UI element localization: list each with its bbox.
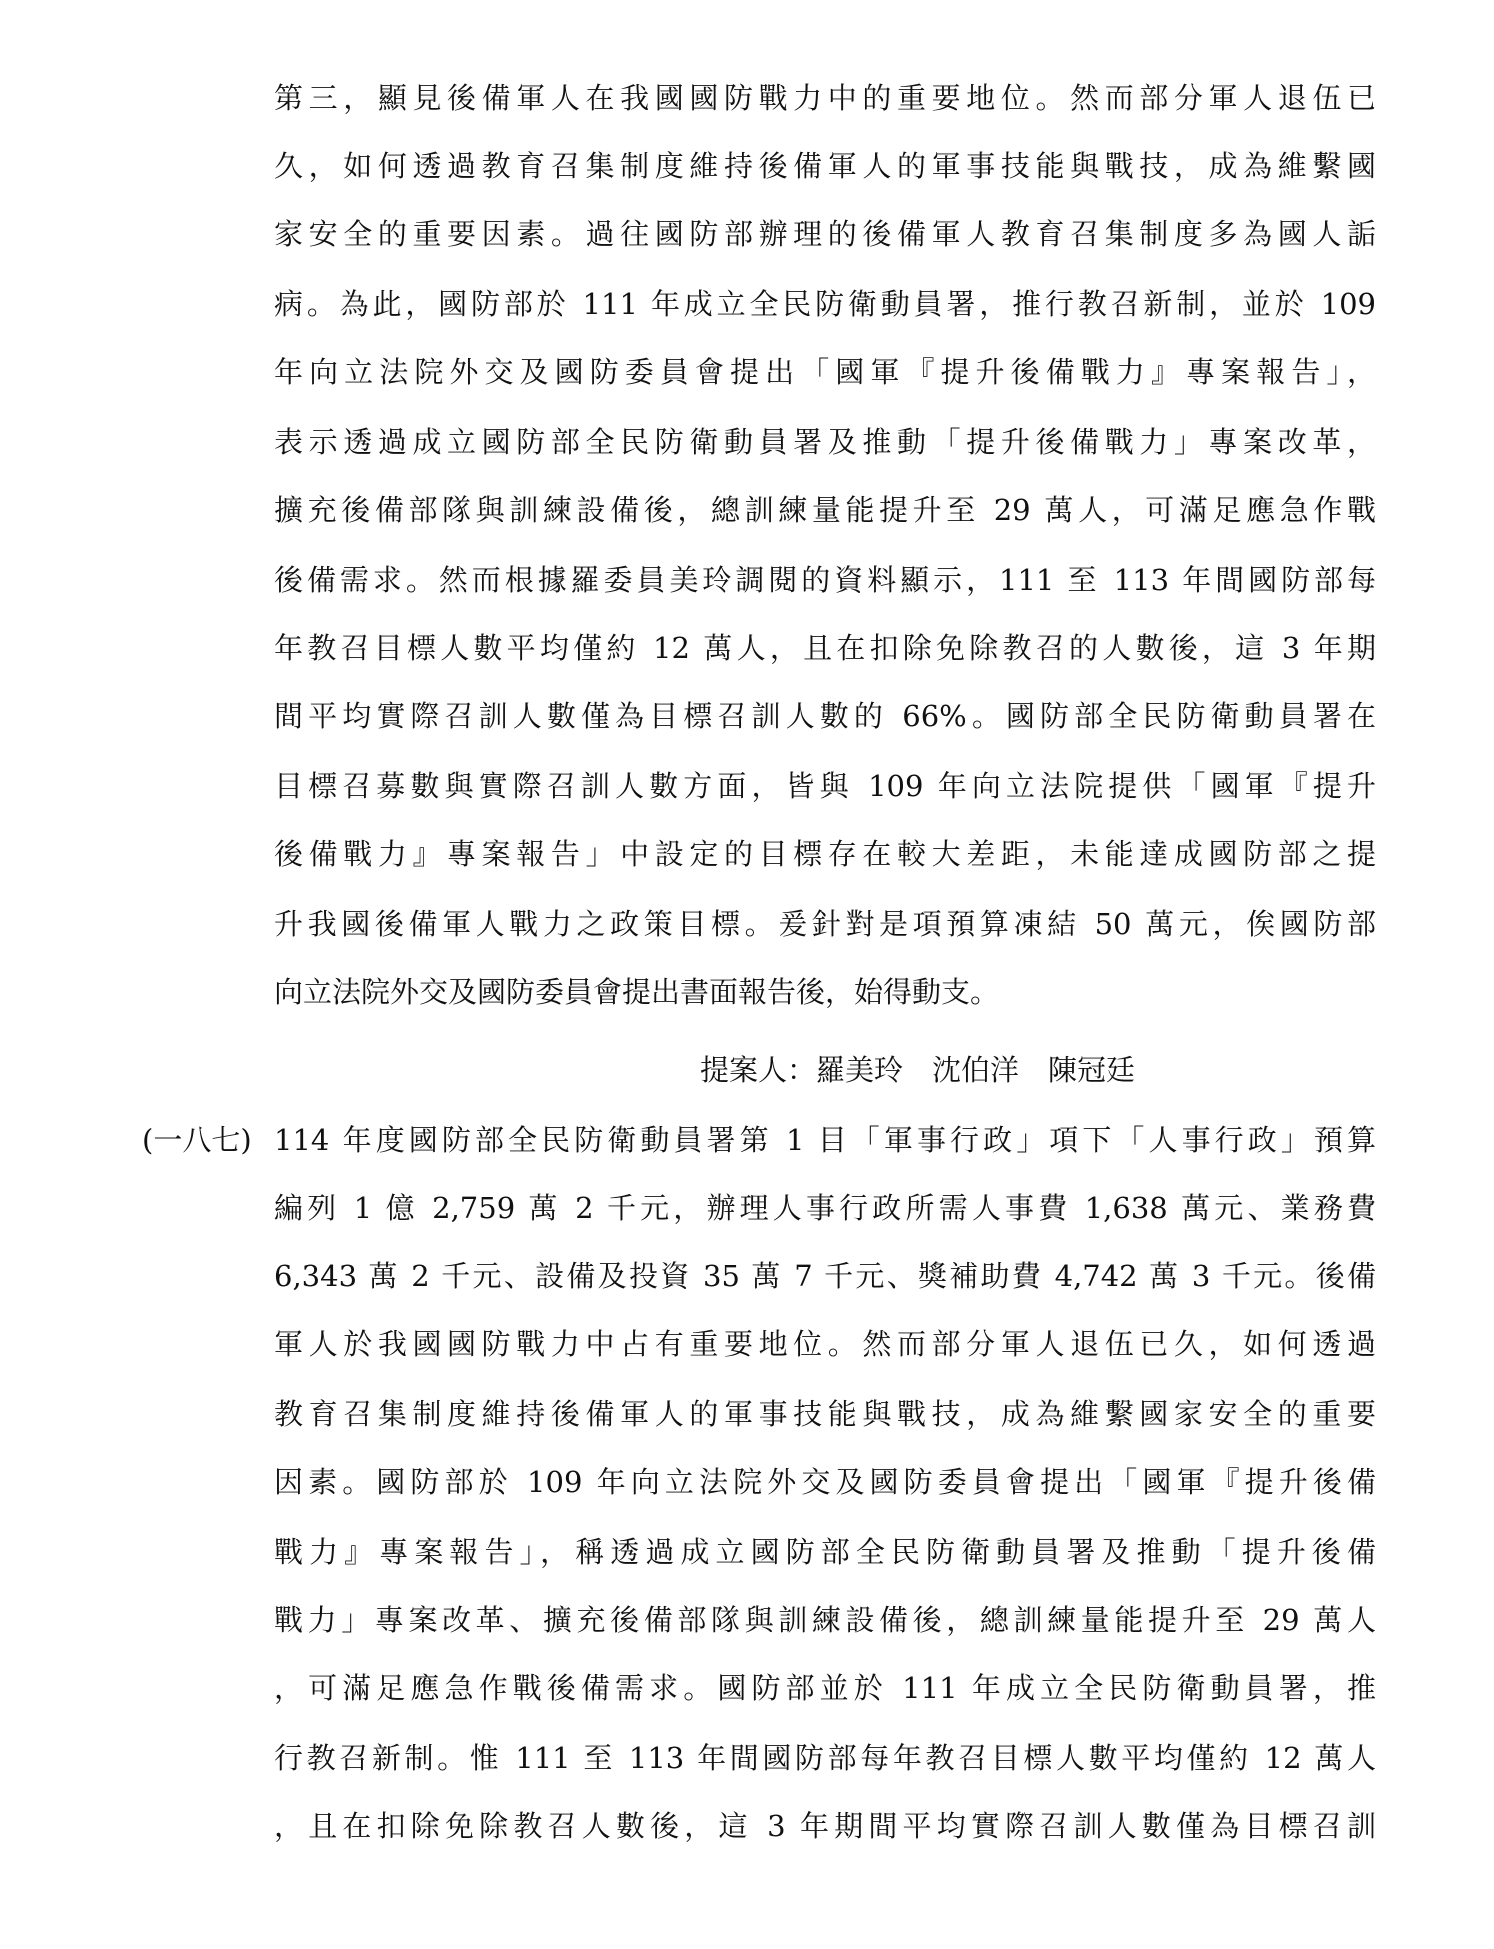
paragraph-line: 後備需求。然而根據羅委員美玲調閱的資料顯示，111 至 113 年間國防部每 [274,563,1376,597]
paragraph-line: 久，如何透過教育召集制度維持後備軍人的軍事技能與戰技，成為維繫國 [274,149,1376,183]
paragraph-line: 家安全的重要因素。過往國防部辦理的後備軍人教育召集制度多為國人詬 [274,217,1376,251]
paragraph-line: 間平均實際召訓人數僅為目標召訓人數的 66%。國防部全民防衛動員署在 [274,699,1376,733]
item-first-line: 114 年度國防部全民防衛動員署第 1 目「軍事行政」項下「人事行政」預算 [274,1123,1376,1157]
proposer-line: 提案人：羅美玲 沈伯洋 陳冠廷 [700,1053,1136,1087]
paragraph-line: 年教召目標人數平均僅約 12 萬人，且在扣除免除教召的人數後，這 3 年期 [274,631,1376,665]
paragraph-line: 向立法院外交及國防委員會提出書面報告後，始得動支。 [274,975,1000,1009]
item-line: 教育召集制度維持後備軍人的軍事技能與戰技，成為維繫國家安全的重要 [274,1397,1376,1431]
item-line: 戰力』專案報告」，稱透過成立國防部全民防衛動員署及推動「提升後備 [274,1535,1376,1569]
item-line: 軍人於我國國防戰力中占有重要地位。然而部分軍人退伍已久，如何透過 [274,1327,1376,1361]
paragraph-line: 第三，顯見後備軍人在我國國防戰力中的重要地位。然而部分軍人退伍已 [274,81,1376,115]
item-line: 戰力」專案改革、擴充後備部隊與訓練設備後，總訓練量能提升至 29 萬人 [274,1603,1376,1637]
item-line: 6,343 萬 2 千元、設備及投資 35 萬 7 千元、獎補助費 4,742 萬 3 千元。後備 [274,1259,1376,1293]
item-line: ，可滿足應急作戰後備需求。國防部並於 111 年成立全民防衛動員署，推 [274,1671,1376,1705]
item-first-row [142,1120,1376,1160]
paragraph-line: 擴充後備部隊與訓練設備後，總訓練量能提升至 29 萬人，可滿足應急作戰 [274,493,1376,527]
paragraph-line: 表示透過成立國防部全民防衛動員署及推動「提升後備戰力」專案改革， [274,425,1376,459]
item-line: 行教召新制。惟 111 至 113 年間國防部每年教召目標人數平均僅約 12 萬人 [274,1741,1376,1775]
paragraph-line: 目標召募數與實際召訓人數方面，皆與 109 年向立法院提供「國軍『提升 [274,769,1376,803]
item-line: ，且在扣除免除教召人數後，這 3 年期間平均實際召訓人數僅為目標召訓 [274,1809,1376,1843]
item-line: 因素。國防部於 109 年向立法院外交及國防委員會提出「國軍『提升後備 [274,1465,1376,1499]
paragraph-line: 病。為此，國防部於 111 年成立全民防衛動員署，推行教召新制，並於 109 [274,287,1376,321]
item-number-label: (一八七) [142,1123,252,1157]
item-line: 編列 1 億 2,759 萬 2 千元，辦理人事行政所需人事費 1,638 萬元、業務費 [274,1191,1376,1225]
paragraph-line: 年向立法院外交及國防委員會提出「國軍『提升後備戰力』專案報告」， [274,355,1376,389]
paragraph-line: 後備戰力』專案報告」中設定的目標存在較大差距，未能達成國防部之提 [274,837,1376,871]
paragraph-line: 升我國後備軍人戰力之政策目標。爰針對是項預算凍結 50 萬元，俟國防部 [274,907,1376,941]
